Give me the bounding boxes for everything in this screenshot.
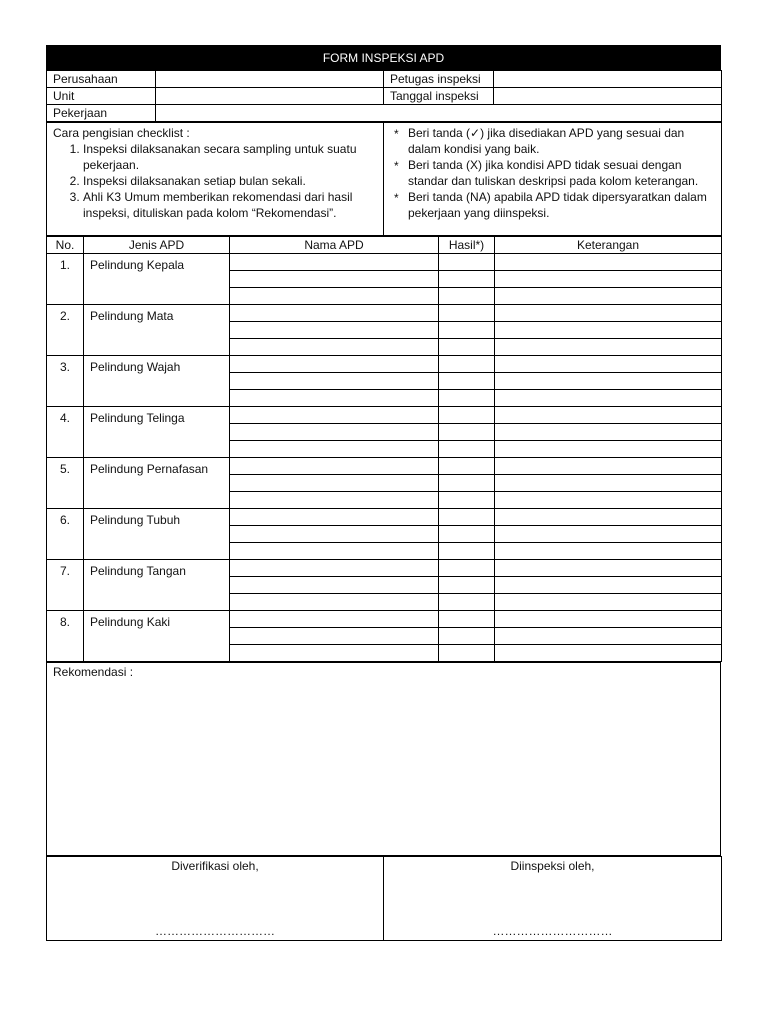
hasil-cell[interactable]: [439, 543, 495, 560]
hasil-cell[interactable]: [439, 594, 495, 611]
item-number: 6.: [47, 509, 84, 560]
table-row: [47, 407, 722, 424]
item-jenis-apd: Pelindung Wajah: [84, 356, 230, 407]
keterangan-cell[interactable]: [495, 628, 722, 645]
checklist-table: [46, 236, 722, 662]
nama-apd-cell[interactable]: [230, 509, 439, 526]
rekomendasi-table: [46, 662, 721, 856]
keterangan-cell[interactable]: [495, 407, 722, 424]
keterangan-cell[interactable]: [495, 543, 722, 560]
keterangan-cell[interactable]: [495, 322, 722, 339]
hasil-cell[interactable]: [439, 458, 495, 475]
nama-apd-cell[interactable]: [230, 645, 439, 662]
rekomendasi-label: Rekomendasi :: [53, 665, 134, 679]
apd-inspection-form: [46, 45, 721, 941]
tanggal-inspeksi-field[interactable]: [494, 88, 722, 105]
keterangan-cell[interactable]: [495, 594, 722, 611]
nama-apd-cell[interactable]: [230, 356, 439, 373]
nama-apd-cell[interactable]: [230, 288, 439, 305]
instruction-steps: [53, 141, 379, 221]
instruction-step: 1. Inspeksi dilaksanakan secara sampling untuk suatu pekerjaan.: [83, 141, 379, 173]
keterangan-cell[interactable]: [495, 356, 722, 373]
inspected-signature-line: …………………………: [492, 924, 613, 938]
keterangan-cell[interactable]: [495, 509, 722, 526]
hasil-cell[interactable]: [439, 611, 495, 628]
nama-apd-cell[interactable]: [230, 254, 439, 271]
hasil-cell[interactable]: [439, 305, 495, 322]
nama-apd-cell[interactable]: [230, 424, 439, 441]
table-row: [47, 458, 722, 475]
marking-note: * Beri tanda (X) jika kondisi APD tidak sesuai dengan standar dan tuliskan deskripsi pada kolom keterangan.: [408, 157, 717, 189]
pekerjaan-field[interactable]: [156, 105, 722, 122]
signature-table: [46, 856, 722, 941]
label-unit: Unit: [47, 88, 156, 105]
hasil-cell[interactable]: [439, 288, 495, 305]
item-number: 5.: [47, 458, 84, 509]
item-jenis-apd: Pelindung Tangan: [84, 560, 230, 611]
verified-by-cell[interactable]: [47, 857, 384, 941]
nama-apd-cell[interactable]: [230, 305, 439, 322]
table-row: [47, 509, 722, 526]
nama-apd-cell[interactable]: [230, 322, 439, 339]
instructions-table: [46, 122, 722, 236]
nama-apd-cell[interactable]: [230, 526, 439, 543]
item-jenis-apd: Pelindung Kaki: [84, 611, 230, 662]
nama-apd-cell[interactable]: [230, 373, 439, 390]
keterangan-cell[interactable]: [495, 645, 722, 662]
unit-field[interactable]: [156, 88, 384, 105]
column-header-nama-apd: Nama APD: [230, 237, 439, 254]
marking-note: * Beri tanda (✓) jika disediakan APD yang sesuai dan dalam kondisi yang baik.: [408, 125, 717, 157]
hasil-cell[interactable]: [439, 628, 495, 645]
item-number: 8.: [47, 611, 84, 662]
keterangan-cell[interactable]: [495, 560, 722, 577]
table-row: [47, 356, 722, 373]
keterangan-cell[interactable]: [495, 271, 722, 288]
column-header-jenis-apd: Jenis APD: [84, 237, 230, 254]
item-jenis-apd: Pelindung Kepala: [84, 254, 230, 305]
hasil-cell[interactable]: [439, 526, 495, 543]
nama-apd-cell[interactable]: [230, 271, 439, 288]
nama-apd-cell[interactable]: [230, 458, 439, 475]
instructions-heading: Cara pengisian checklist :: [53, 126, 190, 140]
table-row: [47, 611, 722, 628]
keterangan-cell[interactable]: [495, 254, 722, 271]
hasil-cell[interactable]: [439, 271, 495, 288]
keterangan-cell[interactable]: [495, 441, 722, 458]
keterangan-cell[interactable]: [495, 577, 722, 594]
label-tanggal-inspeksi: Tanggal inspeksi: [384, 88, 494, 105]
nama-apd-cell[interactable]: [230, 407, 439, 424]
nama-apd-cell[interactable]: [230, 492, 439, 509]
nama-apd-cell[interactable]: [230, 390, 439, 407]
keterangan-cell[interactable]: [495, 475, 722, 492]
keterangan-cell[interactable]: [495, 373, 722, 390]
verified-signature-line: …………………………: [155, 924, 275, 938]
form-title: FORM INSPEKSI APD: [46, 45, 721, 70]
nama-apd-cell[interactable]: [230, 560, 439, 577]
petugas-inspeksi-field[interactable]: [494, 71, 722, 88]
nama-apd-cell[interactable]: [230, 475, 439, 492]
info-table: [46, 70, 722, 122]
label-pekerjaan: Pekerjaan: [47, 105, 156, 122]
item-number: 3.: [47, 356, 84, 407]
hasil-cell[interactable]: [439, 424, 495, 441]
item-jenis-apd: Pelindung Telinga: [84, 407, 230, 458]
hasil-cell[interactable]: [439, 373, 495, 390]
nama-apd-cell[interactable]: [230, 628, 439, 645]
nama-apd-cell[interactable]: [230, 441, 439, 458]
marking-note: * Beri tanda (NA) apabila APD tidak dipersyaratkan dalam pekerjaan yang diinspeksi.: [408, 189, 717, 221]
inspected-by-cell[interactable]: [384, 857, 722, 941]
item-number: 1.: [47, 254, 84, 305]
label-perusahaan: Perusahaan: [47, 71, 156, 88]
keterangan-cell[interactable]: [495, 526, 722, 543]
keterangan-cell[interactable]: [495, 339, 722, 356]
nama-apd-cell[interactable]: [230, 611, 439, 628]
hasil-cell[interactable]: [439, 322, 495, 339]
instruction-step: 2. Inspeksi dilaksanakan setiap bulan sekali.: [83, 173, 379, 189]
nama-apd-cell[interactable]: [230, 339, 439, 356]
keterangan-cell[interactable]: [495, 390, 722, 407]
keterangan-cell[interactable]: [495, 424, 722, 441]
hasil-cell[interactable]: [439, 339, 495, 356]
inspected-by-label: Diinspeksi oleh,: [510, 859, 595, 873]
item-number: 4.: [47, 407, 84, 458]
hasil-cell[interactable]: [439, 356, 495, 373]
nama-apd-cell[interactable]: [230, 577, 439, 594]
nama-apd-cell[interactable]: [230, 594, 439, 611]
keterangan-cell[interactable]: [495, 305, 722, 322]
hasil-cell[interactable]: [439, 645, 495, 662]
keterangan-cell[interactable]: [495, 492, 722, 509]
marking-notes-list: [390, 125, 717, 221]
item-jenis-apd: Pelindung Mata: [84, 305, 230, 356]
keterangan-cell[interactable]: [495, 611, 722, 628]
hasil-cell[interactable]: [439, 492, 495, 509]
keterangan-cell[interactable]: [495, 288, 722, 305]
keterangan-cell[interactable]: [495, 458, 722, 475]
checklist-body: [47, 254, 722, 662]
nama-apd-cell[interactable]: [230, 543, 439, 560]
column-header-keterangan: Keterangan: [495, 237, 722, 254]
hasil-cell[interactable]: [439, 560, 495, 577]
checklist-instructions: [47, 123, 384, 236]
item-jenis-apd: Pelindung Tubuh: [84, 509, 230, 560]
hasil-cell[interactable]: [439, 407, 495, 424]
verified-by-label: Diverifikasi oleh,: [171, 859, 259, 873]
table-row: [47, 560, 722, 577]
table-row: [47, 254, 722, 271]
instruction-step: 3. Ahli K3 Umum memberikan rekomendasi dari hasil inspeksi, dituliskan pada kolom “Rekomendasi”.: [83, 189, 379, 221]
hasil-cell[interactable]: [439, 577, 495, 594]
label-petugas-inspeksi: Petugas inspeksi: [384, 71, 494, 88]
column-header-hasil: Hasil*): [439, 237, 495, 254]
hasil-cell[interactable]: [439, 254, 495, 271]
item-number: 7.: [47, 560, 84, 611]
hasil-cell[interactable]: [439, 509, 495, 526]
column-header-no: No.: [47, 237, 84, 254]
rekomendasi-area[interactable]: [47, 663, 721, 856]
hasil-cell[interactable]: [439, 475, 495, 492]
table-row: [47, 305, 722, 322]
item-number: 2.: [47, 305, 84, 356]
perusahaan-field[interactable]: [156, 71, 384, 88]
marking-notes: [384, 123, 722, 236]
item-jenis-apd: Pelindung Pernafasan: [84, 458, 230, 509]
hasil-cell[interactable]: [439, 441, 495, 458]
hasil-cell[interactable]: [439, 390, 495, 407]
